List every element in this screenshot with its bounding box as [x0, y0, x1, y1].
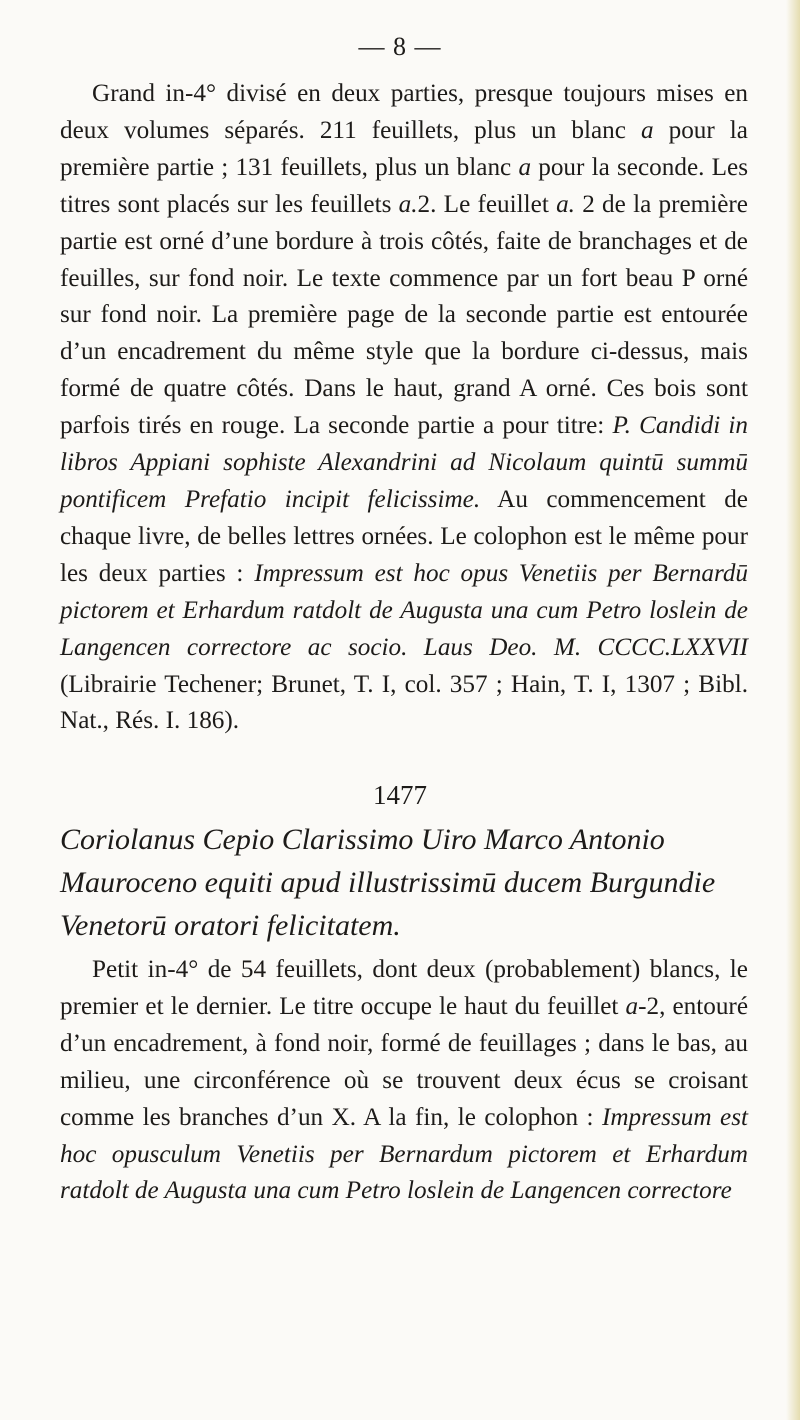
latin-colophon: Impressum est hoc opusculum Venetiis per Bernardum pictorem et Erhardum ratdolt de Augusta una cum Petro loslein de Langencen correctore: [60, 1103, 748, 1205]
signature-mark: a.: [556, 190, 575, 218]
heading-line: Venetorū oratori felicitatem.: [60, 909, 401, 942]
text-segment: pour la première partie ; 131 feuillets, plus un blanc: [60, 116, 748, 181]
text-segment: 2. Le feuillet: [417, 190, 557, 218]
entry-heading: [60, 818, 760, 947]
signature-mark: a: [640, 116, 654, 144]
signature-mark: a: [625, 992, 639, 1020]
paragraph-entry-description: [60, 952, 748, 1210]
signature-mark: a: [518, 153, 532, 181]
paragraph-edition-description: [60, 76, 748, 740]
page-edge-shadow: [786, 0, 800, 1420]
text-segment: Grand in-4° divisé en deux parties, presque toujours mises en deux volumes séparés. 211 feuillets, plus un blanc: [60, 80, 748, 144]
heading-line: Mauroceno equiti apud illustrissimū ducem Burgundie: [60, 866, 716, 899]
heading-line: Coriolanus Cepio Clarissimo Uiro Marco Antonio: [60, 823, 665, 856]
text-segment: pour la seconde. Les titres sont placés sur les feuillets: [60, 153, 748, 218]
entry-year: 1477: [373, 780, 427, 810]
text-segment: -2, entouré d’un encadrement, à fond noir, formé de feuillages ; dans le bas, au milieu, une circonférence où se trouvent deux écus se croisant comme les branches d’un X. A la fin, le colophon :: [60, 992, 748, 1131]
text-segment: Au commencement de chaque livre, de belles lettres ornées. Le colophon est le même pour les deux parties :: [60, 485, 748, 587]
text-segment: Petit in-4° de 54 feuillets, dont deux (probablement) blancs, le premier et le dernier. Le titre occupe le haut du feuillet: [60, 956, 748, 1020]
text-segment: 2 de la première partie est orné d’une bordure à trois côtés, faite de branchages et de feuilles, sur fond noir. Le texte commence par un fort beau P orné sur fond noir. La première page de la seconde partie est entourée d’un encadrement du même style que la bordure ci-dessus, mais formé de quatre côtés. Dans le haut, grand A orné. Ces bois sont parfois tirés en rouge. La seconde partie a pour titre:: [60, 190, 748, 440]
page-number: — 8 —: [358, 32, 442, 61]
signature-mark: a.: [398, 190, 418, 218]
text-segment: (Librairie Techener; Brunet, T. I, col. 357 ; Hain, T. I, 1307 ; Bibl. Nat., Rés. I. 186).: [60, 670, 748, 735]
latin-colophon: Impressum est hoc opus Venetiis per Bernardū pictorem et Erhardum ratdolt de Augusta una cum Petro loslein de Langencen correctore ac socio. Laus Deo. M. CCCC.LXXVII: [60, 559, 749, 661]
latin-title: P. Candidi in libros Appiani sophiste Alexandrini ad Nicolaum quintū summū pontificem Prefatio incipit felicissime.: [60, 412, 749, 513]
